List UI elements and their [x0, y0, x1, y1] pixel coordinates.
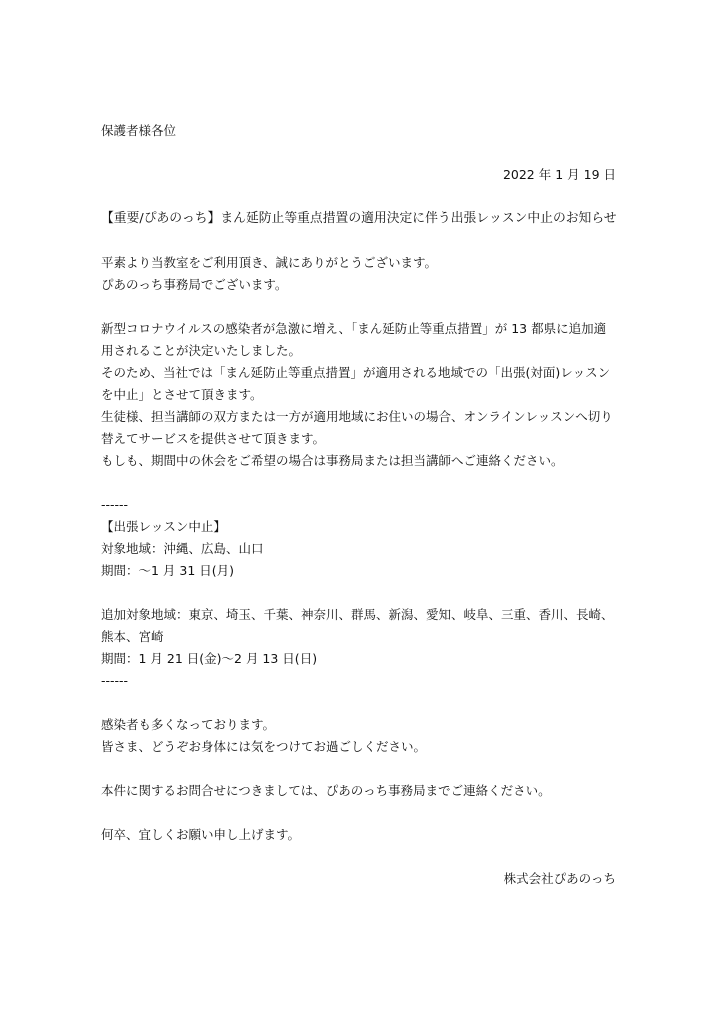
regards-line: 何卒、宜しくお願い申し上げます。	[101, 827, 301, 842]
contact-line: 本件に関するお問合せにつきましては、ぴあのっち事務局までご連絡ください。	[101, 783, 551, 798]
sender-name: 株式会社ぴあのっち	[503, 871, 616, 886]
target-area-1: 対象地域：沖縄、広島、山口	[101, 541, 264, 556]
letter-title: 【重要/ぴあのっち】まん延防止等重点措置の適用決定に伴う出張レッスン中止のお知らせ	[101, 211, 617, 226]
body-line: 替えてサービスを提供させて頂きます。	[101, 431, 326, 446]
notice-heading: 【出張レッスン中止】	[101, 519, 226, 534]
period-1: 期間：～1 月 31 日(月)	[101, 563, 235, 578]
closing-line: 皆さま、どうぞお身体には気をつけてお過ごしください。	[101, 739, 427, 754]
body-line: そのため、当社では「まん延防止等重点措置」が適用される地域での「出張(対面)レッスン	[101, 365, 611, 380]
separator-top: ------	[101, 497, 129, 512]
period-2: 期間：1 月 21 日(金)～2 月 13 日(日)	[101, 651, 318, 666]
greeting-line: ぴあのっち事務局でございます。	[101, 277, 288, 292]
body-line: 用されることが決定いたしました。	[101, 343, 302, 358]
separator-bottom: ------	[101, 673, 129, 688]
recipient: 保護者様各位	[101, 123, 177, 138]
target-area-2-cont: 熊本、宮崎	[101, 629, 164, 644]
body-line: 生徒様、担当講師の双方または一方が適用地域にお住いの場合、オンラインレッスンへ切り	[101, 409, 613, 424]
body-line: もしも、期間中の休会をご希望の場合は事務局または担当講師へご連絡ください。	[101, 453, 564, 468]
letter-date: 2022 年 1 月 19 日	[502, 167, 616, 182]
greeting-line: 平素より当教室をご利用頂き、誠にありがとうございます。	[101, 255, 438, 270]
target-area-2: 追加対象地域：東京、埼玉、千葉、神奈川、群馬、新潟、愛知、岐阜、三重、香川、長崎、	[101, 607, 614, 622]
body-line: 新型コロナウイルスの感染者が急激に増え、「まん延防止等重点措置」が 13 都県に追加適	[101, 321, 607, 336]
closing-line: 感染者も多くなっております。	[101, 717, 276, 732]
body-line: を中止」とさせて頂きます。	[101, 387, 263, 402]
